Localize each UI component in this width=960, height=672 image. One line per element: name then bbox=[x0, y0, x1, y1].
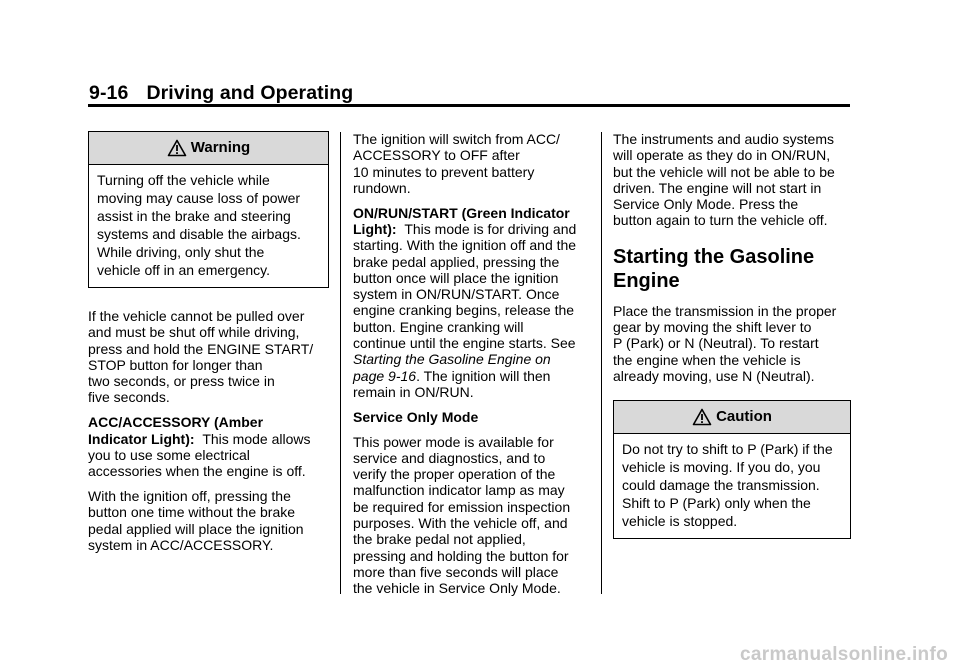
caution-title: Caution bbox=[716, 408, 772, 426]
paragraph: ON/RUN/START (Green Indicator Light): This mode is for driving and starting. With the ignition off and the brake pedal applied, pressing the button once will place the ignition system in ON/RUN/START. Once engine cranking begins, release the button. Engine cranking will continue until the engine starts. See Starting the Gasoline Engine on page 9-16. The ignition will then remain in ON/RUN. bbox=[353, 204, 577, 400]
term-on-run-start: ON/RUN/START (Green Indicator Light): bbox=[353, 204, 570, 237]
paragraph: This power mode is available for service and diagnostics, and to verify the proper operation of the malfunction indicator lamp as may be required for emission inspection purposes. With the vehicle off, and the brake pedal not applied, pressing and holding the button for more than five seconds will place the vehicle in Service Only Mode. bbox=[353, 433, 571, 597]
caution-line: vehicle is moving. If you do, you bbox=[622, 459, 821, 476]
exclamation-triangle-icon bbox=[692, 408, 712, 426]
column-3 bbox=[613, 131, 853, 539]
warning-body bbox=[89, 165, 328, 287]
warning-line: Turning off the vehicle while bbox=[97, 172, 270, 188]
term-acc: ACC/ACCESSORY (Amber Indicator Light): bbox=[88, 414, 264, 447]
page-number: 9-16 bbox=[89, 82, 129, 104]
paragraph: The ignition will switch from ACC/ ACCESSORY to OFF after 10 minutes to prevent battery rundown. bbox=[353, 131, 560, 196]
caution-box bbox=[613, 400, 851, 539]
watermark: carmanualsonline.info bbox=[740, 644, 948, 665]
paragraph: With the ignition off, pressing the button one time without the brake pedal applied will place the ignition system in ACC/ACCESSORY. bbox=[88, 487, 304, 553]
warning-line: moving may cause loss of power bbox=[97, 190, 301, 206]
subheading-service-only-mode: Service Only Mode bbox=[353, 408, 479, 425]
column-divider-1 bbox=[340, 132, 341, 594]
caution-body bbox=[614, 434, 850, 538]
warning-line: vehicle off in an emergency. bbox=[97, 262, 271, 278]
paragraph: ACC/ACCESSORY (Amber Indicator Light): This mode allows you to use some electrical accessories when the engine is off. bbox=[88, 414, 311, 480]
cross-reference-link[interactable]: Starting the Gasoline Engine on page 9-16 bbox=[353, 351, 551, 384]
warning-header bbox=[89, 132, 328, 165]
warning-title: Warning bbox=[190, 138, 251, 156]
paragraph: The instruments and audio systems will operate as they do in ON/RUN, but the vehicle will not be able to be driven. The engine will not start in Service Only Mode. Press the button again to turn the vehicle off. bbox=[613, 131, 835, 229]
page-header bbox=[89, 82, 353, 105]
paragraph: Place the transmission in the proper gear by moving the shift lever to P (Park) or N (Neutral). To restart the engine when the vehicle is already moving, use N (Neutral). bbox=[613, 302, 837, 384]
column-2 bbox=[353, 131, 598, 605]
caution-line: Shift to P (Park) only when the bbox=[622, 495, 811, 512]
warning-line: systems and disable the airbags. bbox=[97, 226, 301, 242]
warning-line: While driving, only shut the bbox=[97, 244, 265, 260]
column-1 bbox=[88, 131, 333, 562]
column-divider-2 bbox=[601, 132, 602, 594]
header-rule bbox=[88, 104, 850, 107]
paragraph: If the vehicle cannot be pulled over and must be shut off while driving, press and hold the ENGINE START/ STOP button for longer than two seconds, or press twice in five seconds. bbox=[88, 308, 314, 406]
warning-box bbox=[88, 131, 329, 288]
exclamation-triangle-icon bbox=[167, 139, 187, 157]
caution-line: could damage the transmission. bbox=[622, 477, 820, 494]
caution-line: vehicle is stopped. bbox=[622, 513, 738, 530]
section-heading: Starting the Gasoline Engine bbox=[613, 245, 815, 292]
section-title: Driving and Operating bbox=[146, 82, 354, 104]
caution-line: Do not try to shift to P (Park) if the bbox=[622, 441, 833, 458]
warning-line: assist in the brake and steering bbox=[97, 208, 291, 224]
caution-header bbox=[614, 401, 850, 434]
